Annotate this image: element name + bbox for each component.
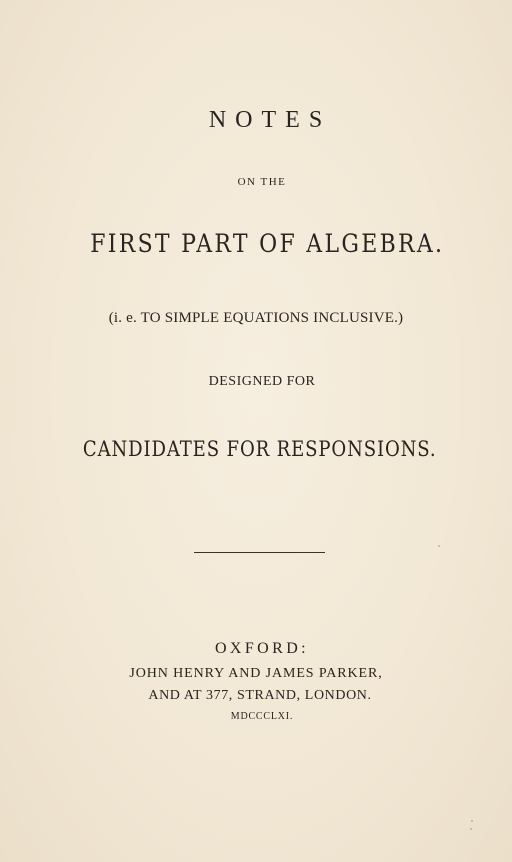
book-subject: FIRST PART OF ALGEBRA.: [90, 229, 445, 258]
title-connector: ON THE: [237, 176, 287, 188]
divider-rule: [194, 552, 325, 553]
paper-speck: [438, 545, 440, 547]
imprint-publisher: JOHN HENRY AND JAMES PARKER,: [129, 666, 383, 681]
imprint-year: MDCCCLXI.: [230, 711, 294, 722]
paper-speck: [471, 820, 473, 822]
intended-audience: CANDIDATES FOR RESPONSIONS.: [82, 437, 437, 461]
subject-scope: (i. e. TO SIMPLE EQUATIONS INCLUSIVE.): [108, 310, 404, 326]
imprint-address: AND AT 377, STRAND, LONDON.: [148, 688, 372, 703]
imprint-place: OXFORD:: [214, 640, 310, 657]
designed-for-label: DESIGNED FOR: [208, 374, 316, 389]
book-title: NOTES: [208, 107, 332, 133]
paper-speck: [470, 828, 472, 830]
